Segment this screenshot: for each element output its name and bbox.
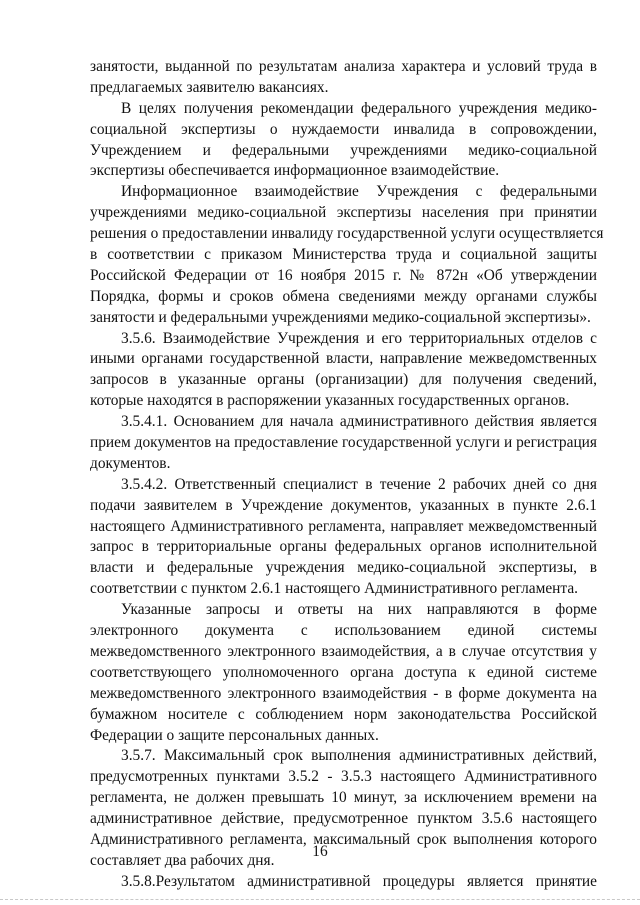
text-line: 3.5.7. Максимальный срок выполнения административных действий, <box>121 747 597 765</box>
text-line: В целях получения рекомендации федерального учреждения медико- <box>121 99 597 117</box>
paragraph-employment-conclusion <box>90 57 597 99</box>
text-line: которые находятся в распоряжении указанных государственных органов. <box>90 392 570 410</box>
paragraph-requests-format <box>90 600 597 746</box>
text-line: составляет два рабочих дня. <box>90 851 275 869</box>
text-line: Административного регламента, максимальный срок выполнения которого <box>90 830 597 848</box>
text-line: межведомственного электронного взаимодействия - в форме документа на <box>90 684 597 702</box>
text-line: прием документов на предоставление государственной услуги и регистрация <box>90 434 597 452</box>
paragraph-information-exchange <box>90 182 604 328</box>
text-line: предлагаемых заявителю вакансиях. <box>90 78 329 96</box>
paragraph-recommendation <box>90 99 597 183</box>
text-line: 3.5.6. Взаимодействие Учреждения и его территориальных отделов с <box>121 329 597 347</box>
text-line: Порядка, формы и сроков обмена сведениями между органами службы <box>90 287 597 305</box>
text-line: регламента, не должен превышать 10 минут, за исключением времени на <box>90 789 597 807</box>
text-line: бумажном носителе с соблюдением норм законодательства Российской <box>90 705 597 723</box>
text-line: 3.5.4.2. Ответственный специалист в течение 2 рабочих дней со дня <box>121 475 597 493</box>
text-line: запросов в указанные органы (организации) для получения сведений, <box>90 371 597 389</box>
text-line: соответствующего уполномоченного органа доступа к единой системе <box>90 663 597 681</box>
text-line: решения о предоставлении инвалиду государственной услуги осуществляется <box>90 225 604 243</box>
text-line: занятости, выданной по результатам анализа характера и условий труда в <box>90 58 597 75</box>
text-line: предусмотренных пунктами 3.5.2 - 3.5.3 настоящего Административного <box>90 768 597 786</box>
text-line: Учреждением и федеральными учреждениями медико-социальной <box>90 141 597 159</box>
text-line: Информационное взаимодействие Учреждения с федеральными <box>121 183 597 201</box>
paragraph-3-5-8 <box>90 872 597 893</box>
text-line: власти и федеральные учреждения медико-социальной экспертизы, в <box>90 559 597 577</box>
text-line: Указанные запросы и ответы на них направляются в форме <box>121 601 597 619</box>
text-line: занятости и федеральными учреждениями медико-социальной экспертизы». <box>90 308 591 326</box>
text-line: соответствии с пунктом 2.6.1 настоящего Административного регламента. <box>90 580 578 598</box>
text-line: административное действие, предусмотренное пунктом 3.5.6 настоящего <box>90 810 597 828</box>
text-line: Федерации о защите персональных данных. <box>90 726 379 744</box>
text-line: социальной экспертизы о нуждаемости инвалида в сопровождении, <box>90 120 597 138</box>
text-line: подачи заявителем в Учреждение документов, указанных в пункте 2.6.1 <box>90 496 597 514</box>
page-number: 16 <box>312 843 328 860</box>
text-line: учреждениями медико-социальной экспертизы населения при принятии <box>90 204 597 222</box>
text-line: 3.5.8.Результатом административной процедуры является принятие <box>121 872 597 890</box>
text-line: иными органами государственной власти, направление межведомственных <box>90 350 597 368</box>
paragraph-3-5-4-1 <box>90 412 597 475</box>
text-line: 3.5.4.1. Основанием для начала административного действия является <box>121 413 597 431</box>
text-line: Российской Федерации от 16 ноября 2015 г. № 872н «Об утверждении <box>90 266 597 284</box>
text-line: настоящего Административного регламента, направляет межведомственный <box>90 517 597 535</box>
text-line: экспертизы обеспечивается информационное взаимодействие. <box>90 162 500 180</box>
text-line: запрос в территориальные органы федеральных органов исполнительной <box>90 538 597 556</box>
text-line: документов. <box>90 454 171 472</box>
text-line: межведомственного электронного взаимодействия, а в случае отсутствия у <box>90 642 597 660</box>
paragraph-3-5-6 <box>90 329 597 413</box>
text-line: в соответствии с приказом Министерства труда и социальной защиты <box>90 246 597 264</box>
document-page <box>90 57 604 893</box>
paragraph-3-5-4-2 <box>90 475 597 600</box>
text-line: электронного документа с использованием единой системы <box>90 622 597 640</box>
page-bottom-edge <box>0 899 640 901</box>
